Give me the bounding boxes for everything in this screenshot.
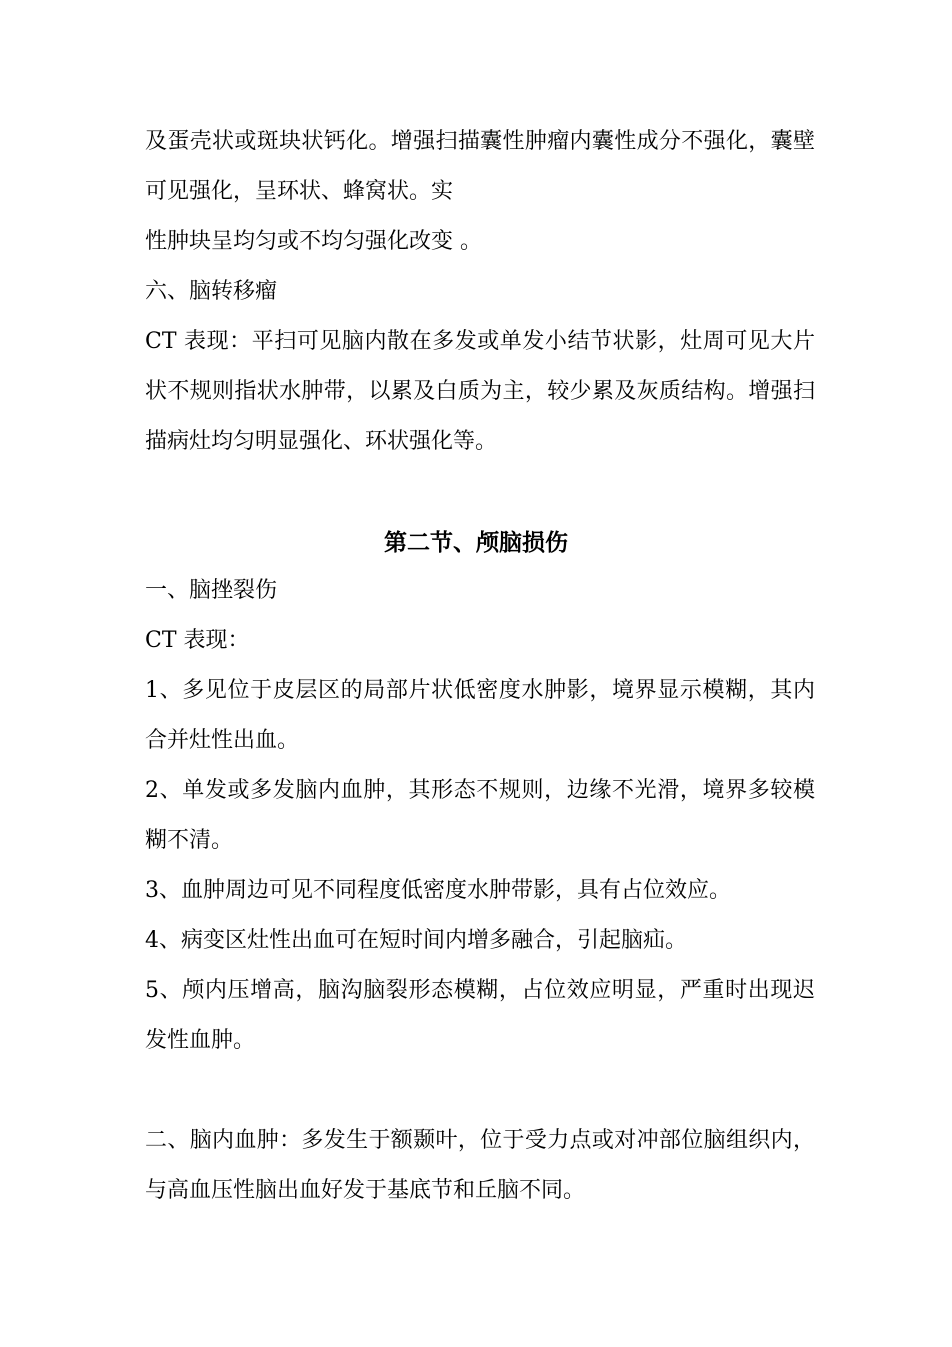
paragraph-line: 及蛋壳状或斑块状钙化。增强扫描囊性肿瘤内囊性成分不强化，囊壁 — [145, 129, 815, 154]
list-item-line: 5、颅内压增高，脑沟脑裂形态模糊，占位效应明显，严重时出现迟 — [145, 978, 815, 1003]
list-item-line: 1、多见位于皮层区的局部片状低密度水肿影，境界显示模糊，其内 — [145, 678, 815, 703]
list-item-line: 3、血肿周边可见不同程度低密度水肿带影，具有占位效应。 — [145, 878, 731, 903]
paragraph-line: 二、脑内血肿：多发生于额颞叶，位于受力点或对冲部位脑组织内， — [145, 1128, 815, 1153]
paragraph-line: 性肿块呈均匀或不均匀强化改变 。 — [145, 229, 482, 254]
paragraph-line: 与高血压性脑出血好发于基底节和丘脑不同。 — [145, 1178, 586, 1203]
list-item-line: 发性血肿。 — [145, 1028, 256, 1053]
section-heading: 第二节、颅脑损伤 — [384, 530, 568, 556]
subsection-title-metastasis: 六、脑转移瘤 — [145, 279, 278, 304]
paragraph-line: CT 表现：平扫可见脑内散在多发或单发小结节状影，灶周可见大片 — [145, 329, 815, 354]
paragraph-line: 可见强化，呈环状、蜂窝状。实 — [145, 179, 454, 204]
paragraph-line: 状不规则指状水肿带，以累及白质为主，较少累及灰质结构。增强扫 — [145, 379, 815, 404]
list-item-line: 2、单发或多发脑内血肿，其形态不规则，边缘不光滑，境界多较模 — [145, 778, 815, 803]
list-item-line: 合并灶性出血。 — [145, 728, 300, 753]
ct-label: CT 表现： — [145, 628, 250, 653]
list-item-line: 糊不清。 — [145, 828, 234, 853]
list-item-line: 4、病变区灶性出血可在短时间内增多融合，引起脑疝。 — [145, 928, 687, 953]
subsection-title-contusion: 一、脑挫裂伤 — [145, 578, 278, 603]
paragraph-line: 描病灶均匀明显强化、环状强化等。 — [145, 429, 498, 454]
